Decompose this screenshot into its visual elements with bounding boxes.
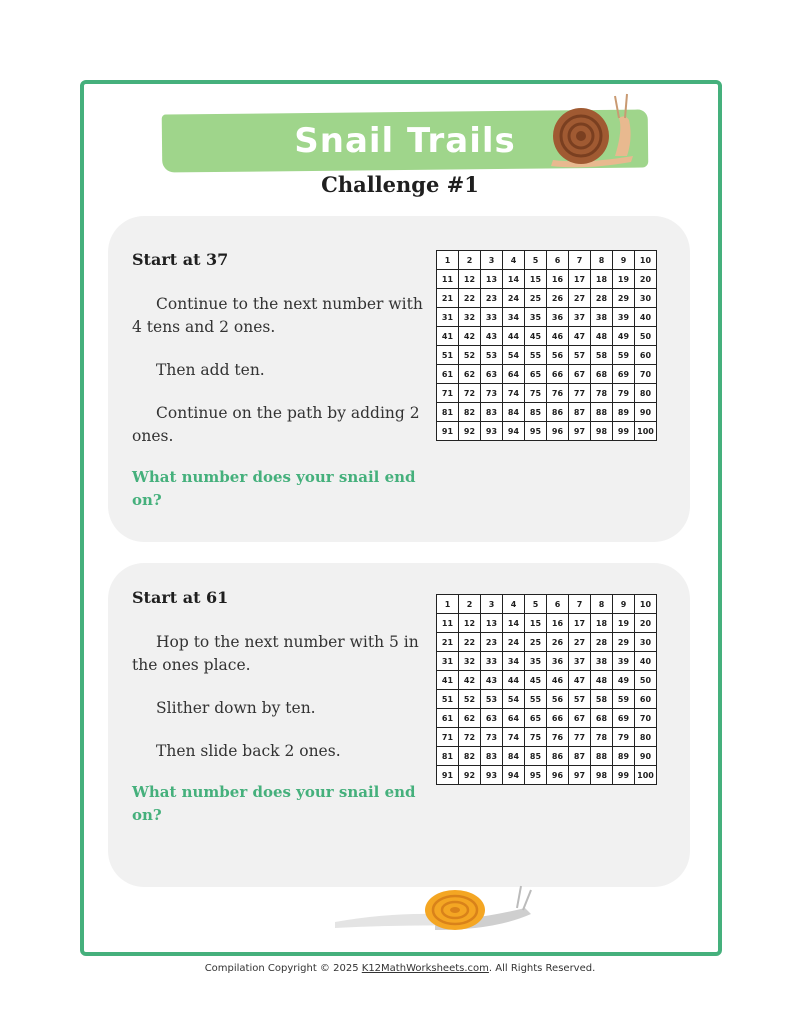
chart-cell[interactable]: 7	[569, 595, 591, 614]
challenge-heading: Challenge #1	[321, 172, 479, 197]
chart-cell[interactable]: 5	[525, 595, 547, 614]
chart-cell[interactable]: 42	[459, 671, 481, 690]
chart-cell[interactable]: 94	[503, 766, 525, 785]
chart-cell[interactable]: 5	[525, 251, 547, 270]
chart-cell[interactable]: 89	[613, 747, 635, 766]
chart-row	[437, 614, 657, 633]
chart-cell[interactable]: 65	[525, 365, 547, 384]
chart-cell[interactable]: 99	[613, 766, 635, 785]
chart-cell[interactable]: 53	[481, 346, 503, 365]
chart-cell[interactable]: 64	[503, 365, 525, 384]
chart-cell[interactable]: 48	[591, 671, 613, 690]
chart-cell[interactable]: 63	[481, 709, 503, 728]
chart-cell[interactable]: 49	[613, 671, 635, 690]
chart-cell[interactable]: 74	[503, 384, 525, 403]
chart-cell[interactable]: 19	[613, 270, 635, 289]
chart-cell[interactable]: 82	[459, 747, 481, 766]
chart-cell[interactable]: 30	[635, 633, 657, 652]
chart-cell[interactable]: 18	[591, 270, 613, 289]
chart-cell[interactable]: 76	[547, 384, 569, 403]
chart-cell[interactable]: 87	[569, 403, 591, 422]
chart-cell[interactable]: 67	[569, 365, 591, 384]
chart-cell[interactable]: 46	[547, 327, 569, 346]
chart-row	[437, 422, 657, 441]
chart-row	[437, 327, 657, 346]
chart-cell[interactable]: 90	[635, 403, 657, 422]
chart-cell[interactable]: 6	[547, 251, 569, 270]
chart-cell[interactable]: 39	[613, 308, 635, 327]
chart-cell[interactable]: 10	[635, 595, 657, 614]
chart-cell[interactable]: 75	[525, 728, 547, 747]
chart-cell[interactable]: 60	[635, 346, 657, 365]
chart-cell[interactable]: 55	[525, 346, 547, 365]
chart-row	[437, 403, 657, 422]
start-number: Start at 37	[132, 250, 229, 269]
chart-cell[interactable]: 47	[569, 327, 591, 346]
chart-cell[interactable]: 90	[635, 747, 657, 766]
chart-cell[interactable]: 96	[547, 422, 569, 441]
chart-cell[interactable]: 39	[613, 652, 635, 671]
chart-cell[interactable]: 77	[569, 728, 591, 747]
chart-cell[interactable]: 22	[459, 289, 481, 308]
chart-cell[interactable]: 48	[591, 327, 613, 346]
chart-cell[interactable]: 87	[569, 747, 591, 766]
chart-cell[interactable]: 50	[635, 327, 657, 346]
chart-cell[interactable]: 74	[503, 728, 525, 747]
chart-cell[interactable]: 49	[613, 327, 635, 346]
chart-cell[interactable]: 64	[503, 709, 525, 728]
instruction-step: Slither down by ten.	[156, 699, 316, 717]
chart-cell[interactable]: 85	[525, 403, 547, 422]
chart-cell[interactable]: 73	[481, 384, 503, 403]
chart-cell[interactable]: 54	[503, 690, 525, 709]
chart-cell[interactable]: 9	[613, 595, 635, 614]
chart-cell[interactable]: 76	[547, 728, 569, 747]
chart-row	[437, 251, 657, 270]
start-number: Start at 61	[132, 588, 229, 607]
chart-cell[interactable]: 4	[503, 251, 525, 270]
chart-cell[interactable]: 14	[503, 270, 525, 289]
chart-cell[interactable]: 15	[525, 614, 547, 633]
chart-cell[interactable]: 21	[437, 289, 459, 308]
chart-cell[interactable]: 38	[591, 652, 613, 671]
chart-row	[437, 728, 657, 747]
chart-cell[interactable]: 16	[547, 614, 569, 633]
chart-cell[interactable]: 40	[635, 308, 657, 327]
chart-row	[437, 289, 657, 308]
chart-cell[interactable]: 54	[503, 346, 525, 365]
chart-cell[interactable]: 97	[569, 766, 591, 785]
chart-cell[interactable]: 7	[569, 251, 591, 270]
chart-cell[interactable]: 94	[503, 422, 525, 441]
chart-cell[interactable]: 68	[591, 709, 613, 728]
chart-cell[interactable]: 80	[635, 384, 657, 403]
chart-cell[interactable]: 14	[503, 614, 525, 633]
chart-cell[interactable]: 53	[481, 690, 503, 709]
chart-cell[interactable]: 89	[613, 403, 635, 422]
chart-cell[interactable]: 18	[591, 614, 613, 633]
instruction-step: Hop to the next number with 5 in the ones place.	[132, 633, 419, 674]
hundreds-chart	[436, 250, 657, 441]
chart-cell[interactable]: 22	[459, 633, 481, 652]
chart-cell[interactable]: 96	[547, 766, 569, 785]
challenge-question: What number does your snail end on?	[132, 468, 416, 509]
chart-cell[interactable]: 35	[525, 308, 547, 327]
chart-cell[interactable]: 34	[503, 652, 525, 671]
chart-cell[interactable]: 23	[481, 633, 503, 652]
chart-cell[interactable]: 50	[635, 671, 657, 690]
chart-cell[interactable]: 81	[437, 403, 459, 422]
chart-cell[interactable]: 32	[459, 652, 481, 671]
chart-cell[interactable]: 45	[525, 327, 547, 346]
chart-cell[interactable]: 37	[569, 652, 591, 671]
challenge-instructions	[132, 248, 432, 512]
copyright-footer	[0, 963, 800, 974]
chart-cell[interactable]: 83	[481, 403, 503, 422]
chart-cell[interactable]: 42	[459, 327, 481, 346]
chart-cell[interactable]: 28	[591, 289, 613, 308]
chart-cell[interactable]: 78	[591, 384, 613, 403]
chart-row	[437, 709, 657, 728]
chart-cell[interactable]: 62	[459, 365, 481, 384]
website-link[interactable]: K12MathWorksheets.com	[361, 963, 489, 974]
chart-cell[interactable]: 59	[613, 690, 635, 709]
chart-cell[interactable]: 3	[481, 251, 503, 270]
chart-cell[interactable]: 62	[459, 709, 481, 728]
chart-cell[interactable]: 20	[635, 270, 657, 289]
chart-cell[interactable]: 69	[613, 709, 635, 728]
chart-cell[interactable]: 66	[547, 709, 569, 728]
chart-row	[437, 346, 657, 365]
chart-cell[interactable]: 85	[525, 747, 547, 766]
chart-cell[interactable]: 33	[481, 652, 503, 671]
chart-cell[interactable]: 11	[437, 614, 459, 633]
chart-cell[interactable]: 45	[525, 671, 547, 690]
chart-cell[interactable]: 60	[635, 690, 657, 709]
chart-cell[interactable]: 71	[437, 728, 459, 747]
chart-cell[interactable]: 3	[481, 595, 503, 614]
chart-cell[interactable]: 88	[591, 403, 613, 422]
chart-cell[interactable]: 100	[635, 422, 657, 441]
chart-cell[interactable]: 88	[591, 747, 613, 766]
chart-cell[interactable]: 46	[547, 671, 569, 690]
chart-cell[interactable]: 73	[481, 728, 503, 747]
chart-cell[interactable]: 59	[613, 346, 635, 365]
chart-cell[interactable]: 58	[591, 690, 613, 709]
chart-cell[interactable]: 78	[591, 728, 613, 747]
chart-row	[437, 365, 657, 384]
chart-cell[interactable]: 80	[635, 728, 657, 747]
chart-cell[interactable]: 58	[591, 346, 613, 365]
chart-cell[interactable]: 71	[437, 384, 459, 403]
chart-row	[437, 595, 657, 614]
chart-cell[interactable]: 28	[591, 633, 613, 652]
hundreds-chart	[436, 594, 657, 785]
chart-cell[interactable]: 33	[481, 308, 503, 327]
chart-cell[interactable]: 15	[525, 270, 547, 289]
chart-row	[437, 671, 657, 690]
chart-cell[interactable]: 47	[569, 671, 591, 690]
chart-cell[interactable]: 86	[547, 403, 569, 422]
chart-cell[interactable]: 52	[459, 690, 481, 709]
chart-cell[interactable]: 98	[591, 766, 613, 785]
chart-cell[interactable]: 32	[459, 308, 481, 327]
chart-cell[interactable]: 92	[459, 422, 481, 441]
chart-cell[interactable]: 43	[481, 671, 503, 690]
chart-cell[interactable]: 9	[613, 251, 635, 270]
chart-cell[interactable]: 86	[547, 747, 569, 766]
chart-cell[interactable]: 12	[459, 614, 481, 633]
chart-row	[437, 766, 657, 785]
chart-cell[interactable]: 93	[481, 422, 503, 441]
chart-cell[interactable]: 44	[503, 671, 525, 690]
chart-cell[interactable]: 17	[569, 614, 591, 633]
chart-cell[interactable]: 12	[459, 270, 481, 289]
chart-cell[interactable]: 13	[481, 614, 503, 633]
chart-cell[interactable]: 61	[437, 709, 459, 728]
chart-cell[interactable]: 51	[437, 690, 459, 709]
chart-row	[437, 690, 657, 709]
chart-cell[interactable]: 4	[503, 595, 525, 614]
chart-cell[interactable]: 40	[635, 652, 657, 671]
chart-cell[interactable]: 38	[591, 308, 613, 327]
chart-cell[interactable]: 70	[635, 709, 657, 728]
chart-cell[interactable]: 99	[613, 422, 635, 441]
chart-cell[interactable]: 55	[525, 690, 547, 709]
chart-cell[interactable]: 20	[635, 614, 657, 633]
chart-cell[interactable]: 6	[547, 595, 569, 614]
chart-cell[interactable]: 72	[459, 384, 481, 403]
challenge-instructions	[132, 586, 432, 827]
chart-row	[437, 652, 657, 671]
chart-cell[interactable]: 1	[437, 251, 459, 270]
chart-cell[interactable]: 70	[635, 365, 657, 384]
chart-row	[437, 747, 657, 766]
instruction-step: Then add ten.	[156, 361, 265, 379]
chart-cell[interactable]: 100	[635, 766, 657, 785]
chart-cell[interactable]: 8	[591, 251, 613, 270]
chart-cell[interactable]: 84	[503, 747, 525, 766]
instruction-step: Continue to the next number with 4 tens and 2 ones.	[132, 295, 423, 336]
chart-cell[interactable]: 98	[591, 422, 613, 441]
chart-cell[interactable]: 41	[437, 671, 459, 690]
chart-cell[interactable]: 26	[547, 289, 569, 308]
chart-cell[interactable]: 91	[437, 766, 459, 785]
chart-cell[interactable]: 57	[569, 690, 591, 709]
chart-cell[interactable]: 66	[547, 365, 569, 384]
chart-cell[interactable]: 31	[437, 308, 459, 327]
chart-cell[interactable]: 23	[481, 289, 503, 308]
chart-cell[interactable]: 68	[591, 365, 613, 384]
chart-cell[interactable]: 56	[547, 346, 569, 365]
chart-cell[interactable]: 77	[569, 384, 591, 403]
copyright-text: Compilation Copyright © 2025	[204, 963, 359, 974]
chart-cell[interactable]: 19	[613, 614, 635, 633]
chart-cell[interactable]: 34	[503, 308, 525, 327]
chart-cell[interactable]: 44	[503, 327, 525, 346]
chart-cell[interactable]: 1	[437, 595, 459, 614]
chart-cell[interactable]: 35	[525, 652, 547, 671]
chart-cell[interactable]: 27	[569, 633, 591, 652]
chart-cell[interactable]: 21	[437, 633, 459, 652]
chart-cell[interactable]: 41	[437, 327, 459, 346]
page-title: Snail Trails	[294, 121, 516, 161]
chart-cell[interactable]: 51	[437, 346, 459, 365]
chart-cell[interactable]: 25	[525, 633, 547, 652]
chart-cell[interactable]: 43	[481, 327, 503, 346]
chart-cell[interactable]: 81	[437, 747, 459, 766]
chart-cell[interactable]: 36	[547, 308, 569, 327]
instruction-step: Then slide back 2 ones.	[156, 742, 341, 760]
chart-cell[interactable]: 13	[481, 270, 503, 289]
chart-cell[interactable]: 95	[525, 766, 547, 785]
chart-cell[interactable]: 24	[503, 289, 525, 308]
copyright-suffix: . All Rights Reserved.	[488, 963, 596, 974]
instruction-step: Continue on the path by adding 2 ones.	[132, 404, 420, 445]
chart-cell[interactable]: 75	[525, 384, 547, 403]
chart-cell[interactable]: 97	[569, 422, 591, 441]
chart-row	[437, 633, 657, 652]
chart-cell[interactable]: 37	[569, 308, 591, 327]
chart-row	[437, 384, 657, 403]
chart-cell[interactable]: 95	[525, 422, 547, 441]
chart-cell[interactable]: 63	[481, 365, 503, 384]
chart-cell[interactable]: 52	[459, 346, 481, 365]
chart-cell[interactable]: 27	[569, 289, 591, 308]
chart-cell[interactable]: 57	[569, 346, 591, 365]
chart-cell[interactable]: 83	[481, 747, 503, 766]
chart-cell[interactable]: 61	[437, 365, 459, 384]
chart-cell[interactable]: 26	[547, 633, 569, 652]
chart-cell[interactable]: 29	[613, 289, 635, 308]
chart-cell[interactable]: 79	[613, 384, 635, 403]
chart-cell[interactable]: 56	[547, 690, 569, 709]
chart-cell[interactable]: 30	[635, 289, 657, 308]
chart-cell[interactable]: 36	[547, 652, 569, 671]
chart-cell[interactable]: 24	[503, 633, 525, 652]
chart-cell[interactable]: 72	[459, 728, 481, 747]
chart-cell[interactable]: 10	[635, 251, 657, 270]
chart-cell[interactable]: 91	[437, 422, 459, 441]
chart-cell[interactable]: 11	[437, 270, 459, 289]
chart-cell[interactable]: 16	[547, 270, 569, 289]
chart-cell[interactable]: 2	[459, 251, 481, 270]
challenge-question: What number does your snail end on?	[132, 783, 416, 824]
chart-cell[interactable]: 8	[591, 595, 613, 614]
chart-cell[interactable]: 17	[569, 270, 591, 289]
chart-row	[437, 308, 657, 327]
chart-cell[interactable]: 79	[613, 728, 635, 747]
chart-cell[interactable]: 29	[613, 633, 635, 652]
chart-cell[interactable]: 93	[481, 766, 503, 785]
chart-cell[interactable]: 92	[459, 766, 481, 785]
chart-cell[interactable]: 67	[569, 709, 591, 728]
chart-cell[interactable]: 31	[437, 652, 459, 671]
chart-cell[interactable]: 82	[459, 403, 481, 422]
chart-row	[437, 270, 657, 289]
chart-cell[interactable]: 25	[525, 289, 547, 308]
snail-icon	[335, 878, 535, 934]
chart-cell[interactable]: 2	[459, 595, 481, 614]
chart-cell[interactable]: 65	[525, 709, 547, 728]
chart-cell[interactable]: 69	[613, 365, 635, 384]
chart-cell[interactable]: 84	[503, 403, 525, 422]
snail-icon	[545, 90, 645, 170]
